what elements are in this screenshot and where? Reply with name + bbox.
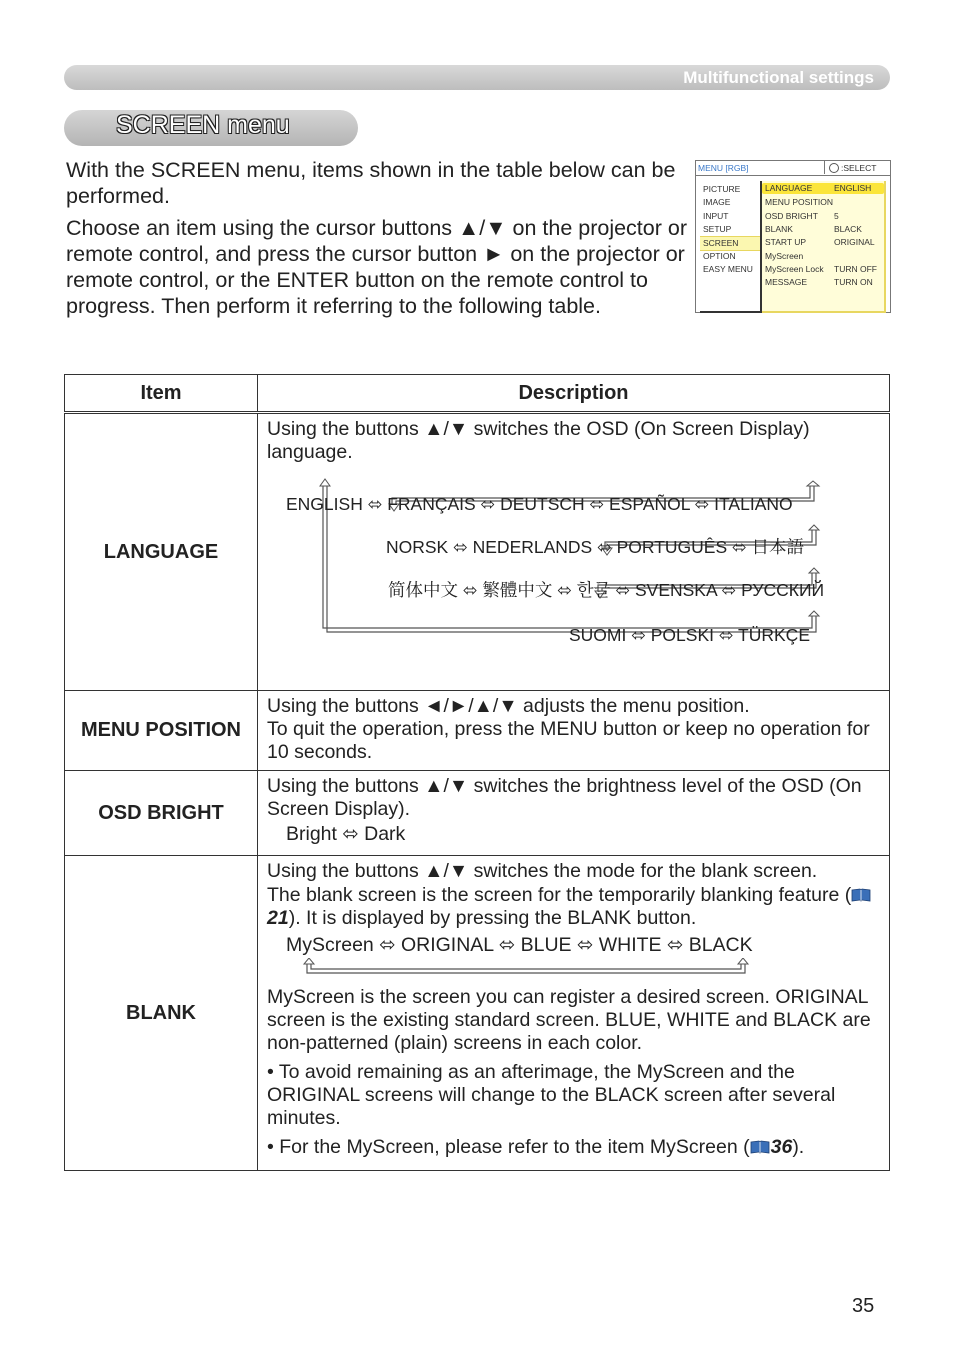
osd-item-name: START UP (765, 237, 807, 247)
item-menu-position: MENU POSITION (65, 691, 258, 771)
page-number: 35 (852, 1295, 875, 1317)
menu-position-line-2: To quit the operation, press the MENU button or keep no operation for 10 seconds. (267, 718, 870, 763)
language-text: Using the buttons ▲/▼ switches the OSD (On Screen Display) language. (267, 418, 810, 463)
table-row-osd-bright (65, 771, 890, 856)
page-title: SCREEN menu (116, 111, 290, 139)
osd-menu-item: INPUT (703, 211, 729, 221)
table-row-menu-position (65, 691, 890, 771)
language-row-3: 简体中文 ⬄ 繁體中文 ⬄ 한글 ⬄ SVENSKA ⬄ РУССКИЙ (388, 580, 825, 600)
osd-menu-label: MENU [RGB] (698, 163, 749, 173)
blank-note-2 (267, 1136, 881, 1159)
osd-item-value: ORIGINAL (834, 237, 875, 247)
osd-item-name: MESSAGE (765, 277, 808, 287)
section-header-bar (64, 65, 890, 90)
osd-select-label: :SELECT (841, 163, 877, 173)
osd-item-value: TURN OFF (834, 264, 877, 274)
table-header-row (65, 375, 890, 413)
osd-menu-item-selected: SCREEN (700, 236, 760, 251)
blank-note-2b: ). (792, 1136, 805, 1158)
language-cycle-diagram (267, 464, 881, 684)
osd-bright-line-1: Using the buttons ▲/▼ switches the brightness level of the OSD (On Screen Display). (267, 775, 862, 820)
description-osd-bright (258, 771, 890, 856)
osd-bright-cycle: Bright ⬄ Dark (286, 823, 406, 845)
osd-item-value: TURN ON (834, 277, 873, 287)
blank-line-2a: The blank screen is the screen for the temporarily blanking feature ( (267, 884, 852, 906)
blank-note-2a: • For the MyScreen, please refer to the item MyScreen ( (267, 1136, 750, 1158)
osd-select-icon (829, 163, 839, 173)
language-row-1: ENGLISH ⬄ FRANÇAIS ⬄ DEUTSCH ⬄ ESPAÑOL ⬄ ITALIANO (286, 494, 793, 514)
osd-header (696, 161, 890, 176)
intro-text (66, 157, 690, 325)
osd-menu-item: IMAGE (703, 197, 731, 207)
blank-line-1: Using the buttons ▲/▼ switches the mode for the blank screen. (267, 860, 818, 882)
table-row-language (65, 413, 890, 691)
title-bar (64, 110, 358, 146)
blank-line-2 (267, 884, 881, 930)
osd-item-value: ENGLISH (834, 183, 872, 193)
osd-item-name: MyScreen (765, 251, 804, 261)
blank-cycle: MyScreen ⬄ ORIGINAL ⬄ BLUE ⬄ WHITE ⬄ BLACK (286, 934, 753, 956)
screen-menu-table (64, 374, 890, 1171)
osd-item-name: OSD BRIGHT (765, 211, 818, 221)
blank-paragraph: MyScreen is the screen you can register a desired screen. ORIGINAL screen is the existing standard screen. BLUE, WHITE and BLACK are non-patterned (plain) screens in each color. (267, 986, 871, 1054)
item-blank: BLANK (65, 856, 258, 1171)
osd-menu-thumbnail (695, 160, 891, 313)
table-row-blank (65, 856, 890, 1171)
menu-position-line-1: Using the buttons ◄/►/▲/▼ adjusts the menu position. (267, 695, 750, 717)
description-blank (258, 856, 890, 1171)
osd-menu-item: OPTION (703, 251, 736, 261)
column-header-description: Description (258, 375, 890, 413)
blank-cycle-diagram (267, 934, 881, 982)
section-header-text: Multifunctional settings (683, 68, 874, 87)
blank-cycle-arrow (267, 958, 787, 980)
intro-paragraph-1: With the SCREEN menu, items shown in the table below can be performed. (66, 158, 676, 208)
item-language: LANGUAGE (65, 413, 258, 691)
language-row-4: SUOMI ⬄ POLSKI ⬄ TÜRKÇE (569, 625, 810, 645)
book-reference-icon (851, 888, 871, 902)
item-osd-bright: OSD BRIGHT (65, 771, 258, 856)
osd-item-value: BLACK (834, 224, 862, 234)
blank-note-1: • To avoid remaining as an afterimage, the MyScreen and the ORIGINAL screens will change to the BLACK screen after several minutes. (267, 1061, 836, 1129)
intro-paragraph-2: Choose an item using the cursor buttons ▲/▼ on the projector or remote control, and press the cursor button ► on the projector or remote control, or the ENTER button on the remote control to progress. Then perform it referring to the following table. (66, 216, 687, 318)
blank-line-2b: ). It is displayed by pressing the BLANK button. (288, 907, 697, 929)
osd-item-name: MENU POSITION (765, 197, 834, 207)
osd-item-name: LANGUAGE (765, 183, 813, 193)
osd-menu-item: EASY MENU (703, 264, 753, 274)
osd-item-value: 5 (834, 211, 839, 221)
osd-item-name: MyScreen Lock (765, 264, 824, 274)
osd-right-menu (762, 181, 886, 313)
description-language (258, 413, 890, 691)
osd-menu-item: PICTURE (703, 184, 741, 194)
osd-menu-item: SETUP (703, 224, 732, 234)
osd-item-name: BLANK (765, 224, 793, 234)
column-header-item: Item (65, 375, 258, 413)
osd-select-hint (824, 161, 889, 174)
language-row-2: NORSK ⬄ NEDERLANDS ⬄ PORTUGUÊS ⬄ 日本語 (386, 537, 805, 557)
page-reference-36[interactable]: 36 (770, 1136, 793, 1158)
page-reference-21[interactable]: 21 (267, 907, 289, 929)
description-menu-position (258, 691, 890, 771)
book-reference-icon (750, 1140, 770, 1154)
osd-left-menu (700, 181, 762, 313)
